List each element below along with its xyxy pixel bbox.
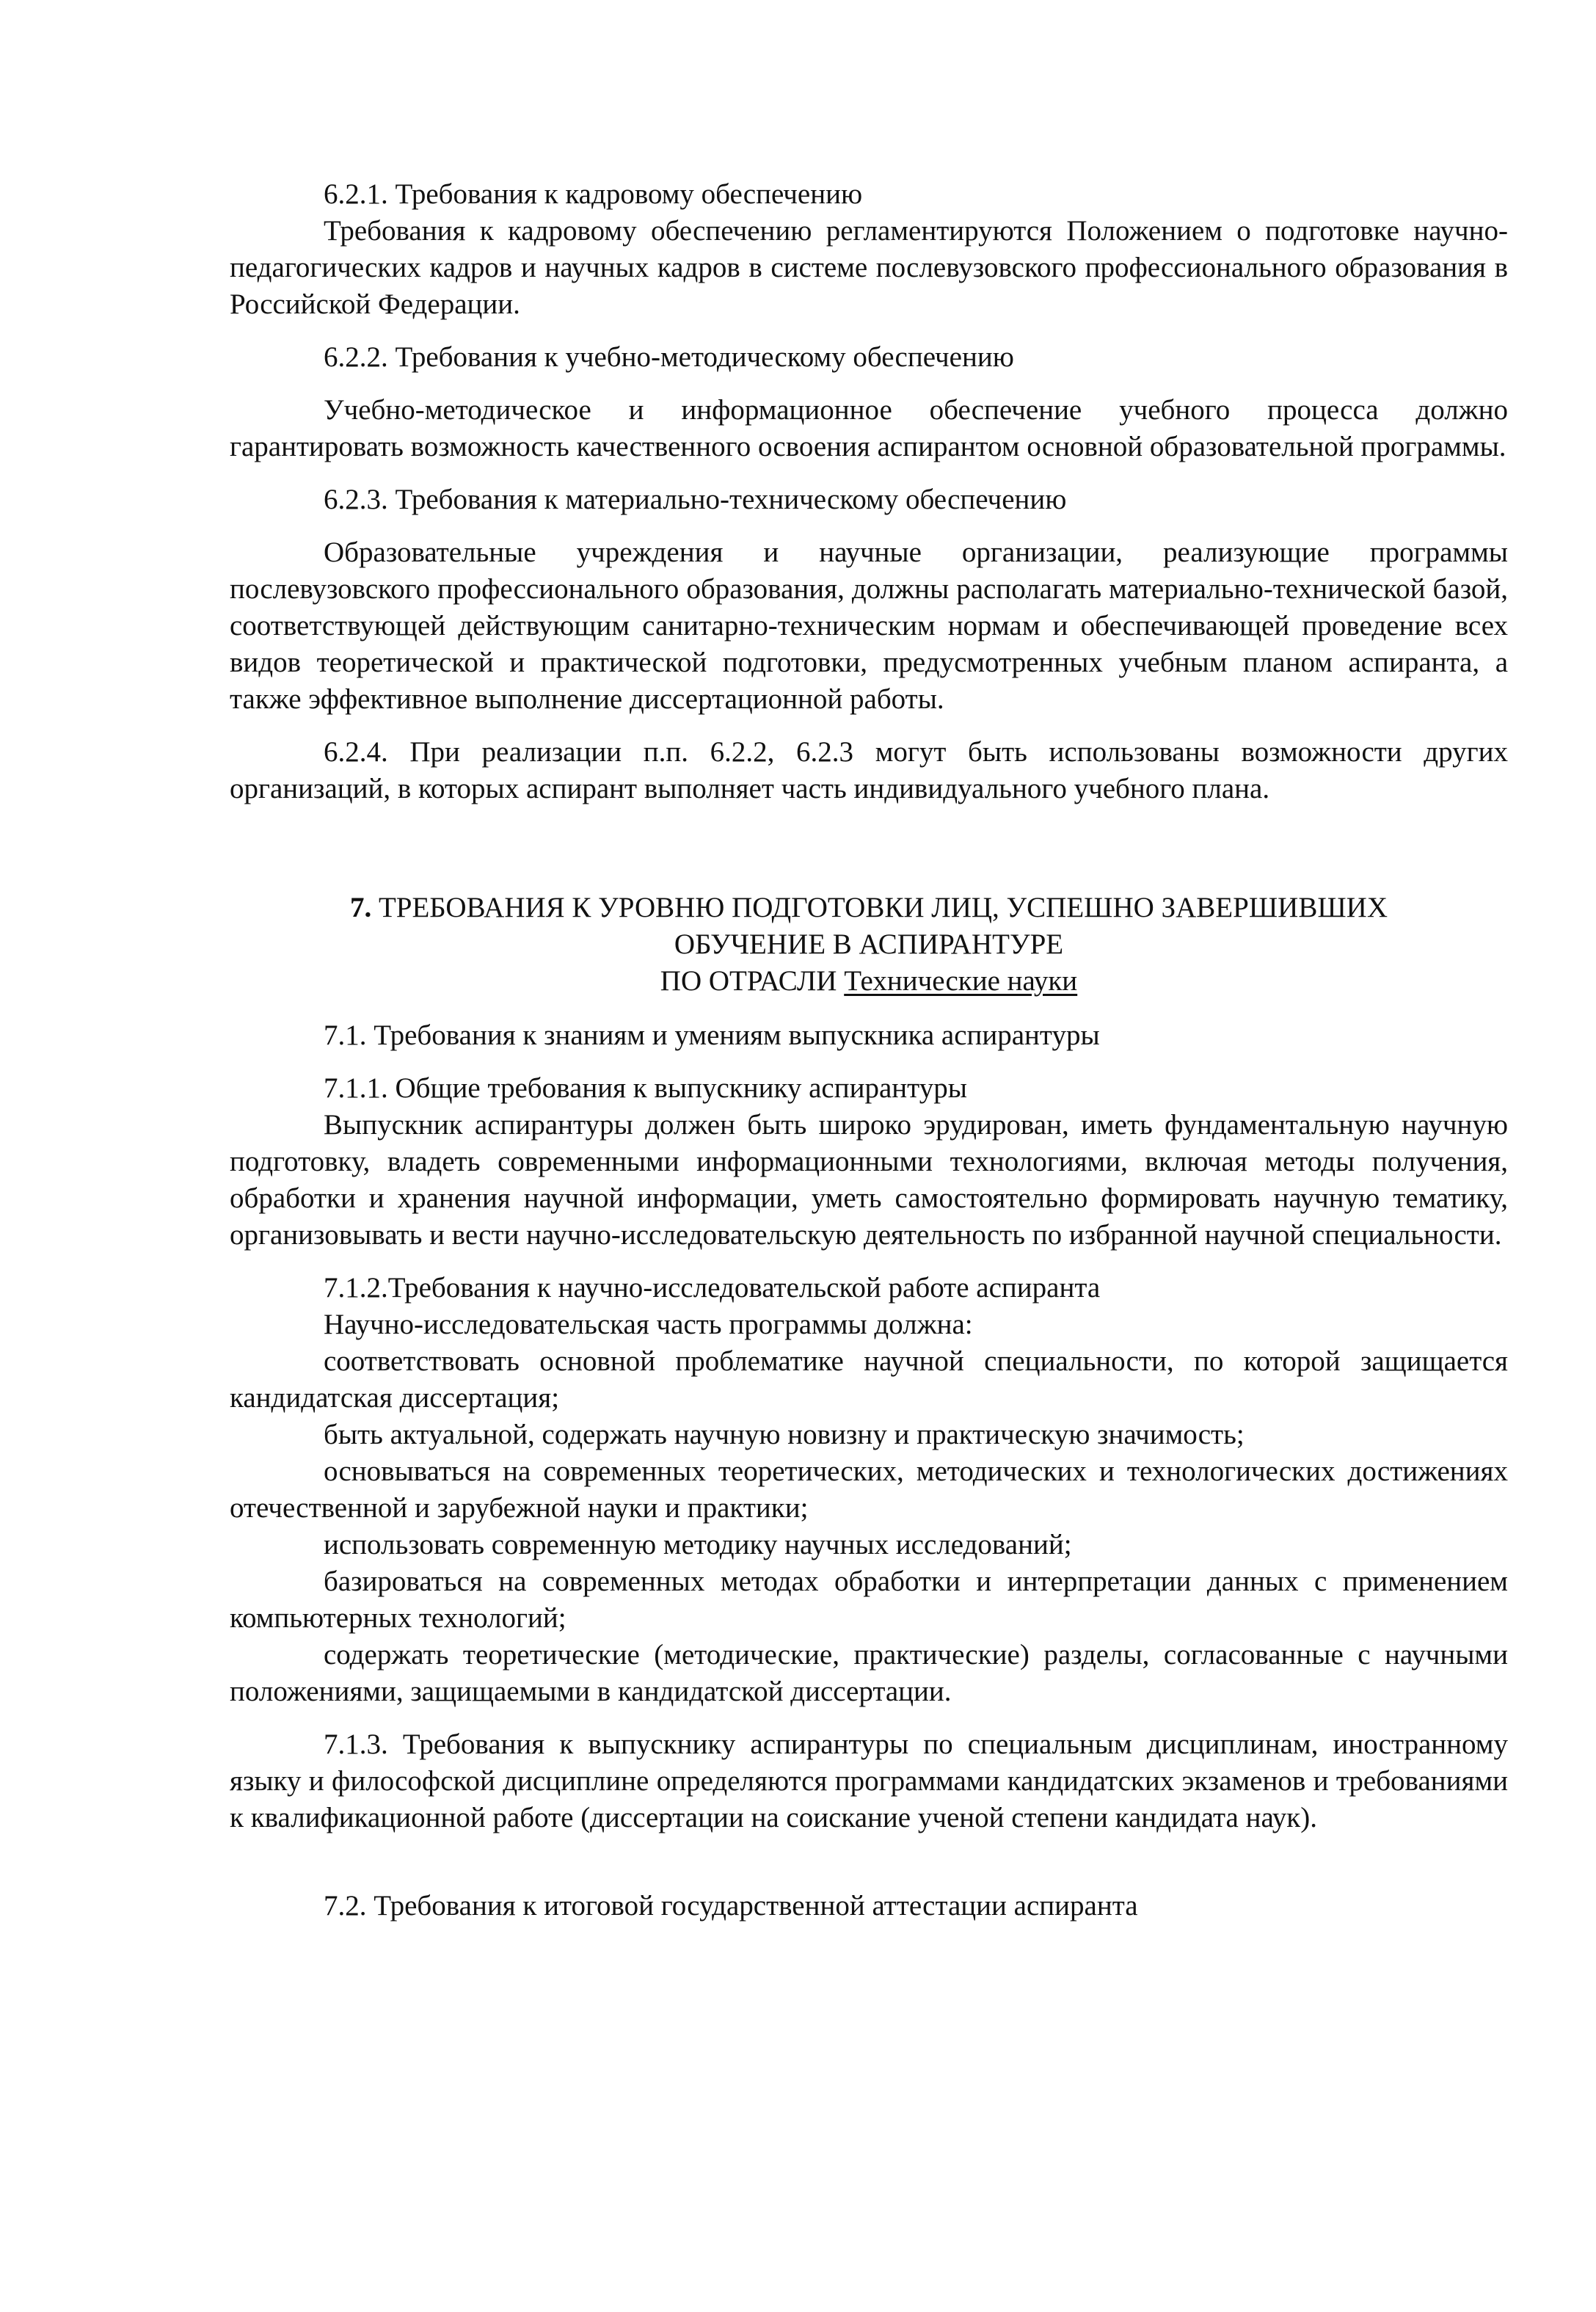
section-6-2-1-body: Требования к кадровому обеспечению регламентируются Положением о подготовке научно-педагогических кадров и научных кадров в системе послевузовского профессионального образования в Российской Федерации. [230, 215, 1508, 320]
list-item: использовать современную методику научных исследований; [324, 1529, 1072, 1560]
section-6-2-3-body: Образовательные учреждения и научные организации, реализующие программы послевузовского профессионального образования, должны располагать материально-технической базой, соответствующей действующим санитарно-техническим нормам и обеспечивающей проведение всех видов теоретической и практической подготовки, предусмотренных учебным планом аспиранта, а также эффективное выполнение диссертационной работы. [230, 537, 1508, 715]
section-7-2-heading: 7.2. Требования к итоговой государственной аттестации аспиранта [324, 1890, 1138, 1922]
list-item: содержать теоретические (методические, практические) разделы, согласованные с научными положениями, защищаемыми в кандидатской диссертации. [230, 1639, 1508, 1707]
section-6-2-1-heading: 6.2.1. Требования к кадровому обеспечению [324, 178, 863, 210]
section-7-title-line-1 [230, 890, 1508, 926]
document-page [230, 176, 1508, 1924]
list-item: базироваться на современных методах обработки и интерпретации данных с применением компьютерных технологий; [230, 1566, 1508, 1634]
section-7-1-2-heading: 7.1.2.Требования к научно-исследовательской работе аспиранта [324, 1272, 1101, 1304]
section-6-2-2-heading: 6.2.2. Требования к учебно-методическому обеспечению [324, 341, 1014, 373]
section-6-2-2-body: Учебно-методическое и информационное обеспечение учебного процесса должно гарантировать возможность качественного освоения аспирантом основной образовательной программы. [230, 394, 1508, 462]
section-6-2-3-heading: 6.2.3. Требования к материально-техническому обеспечению [324, 484, 1067, 515]
list-item: соответствовать основной проблематике научной специальности, по которой защищается кандидатская диссертация; [230, 1345, 1508, 1414]
section-7-1-1-body: Выпускник аспирантуры должен быть широко эрудирован, иметь фундаментальную научную подготовку, владеть современными информационными технологиями, включая методы получения, обработки и хранения научной информации, уметь самостоятельно формировать научную тематику, организовывать и вести научно-исследовательскую деятельность по избранной научной специальности. [230, 1109, 1508, 1251]
section-7-title-line-2: ОБУЧЕНИЕ В АСПИРАНТУРЕ [674, 928, 1064, 960]
section-7-title-text: ТРЕБОВАНИЯ К УРОВНЮ ПОДГОТОВКИ ЛИЦ, УСПЕШНО ЗАВЕРШИВШИХ [371, 892, 1388, 923]
section-6-2-4-body: 6.2.4. При реализации п.п. 6.2.2, 6.2.3 могут быть использованы возможности других организаций, в которых аспирант выполняет часть индивидуального учебного плана. [230, 736, 1508, 804]
section-7-1-heading: 7.1. Требования к знаниям и умениям выпускника аспирантуры [324, 1019, 1100, 1051]
section-7-1-2-intro: Научно-исследовательская часть программы должна: [324, 1309, 973, 1340]
section-7-field-prefix: ПО ОТРАСЛИ [660, 965, 845, 997]
section-7-field-name: Технические науки [844, 965, 1078, 997]
list-item: основываться на современных теоретических, методических и технологических достижениях отечественной и зарубежной науки и практики; [230, 1455, 1508, 1524]
list-item: быть актуальной, содержать научную новизну и практическую значимость; [324, 1419, 1245, 1450]
section-7-title [230, 890, 1508, 1000]
section-7-number: 7. [349, 892, 372, 923]
section-7-1-1-heading: 7.1.1. Общие требования к выпускнику аспирантуры [324, 1072, 967, 1104]
section-7-1-3-body: 7.1.3. Требования к выпускнику аспирантуры по специальным дисциплинам, иностранному языку и философской дисциплине определяются программами кандидатских экзаменов и требованиями к квалификационной работе (диссертации на соискание ученой степени кандидата наук). [230, 1728, 1508, 1833]
section-7-title-line-3 [230, 963, 1508, 1000]
